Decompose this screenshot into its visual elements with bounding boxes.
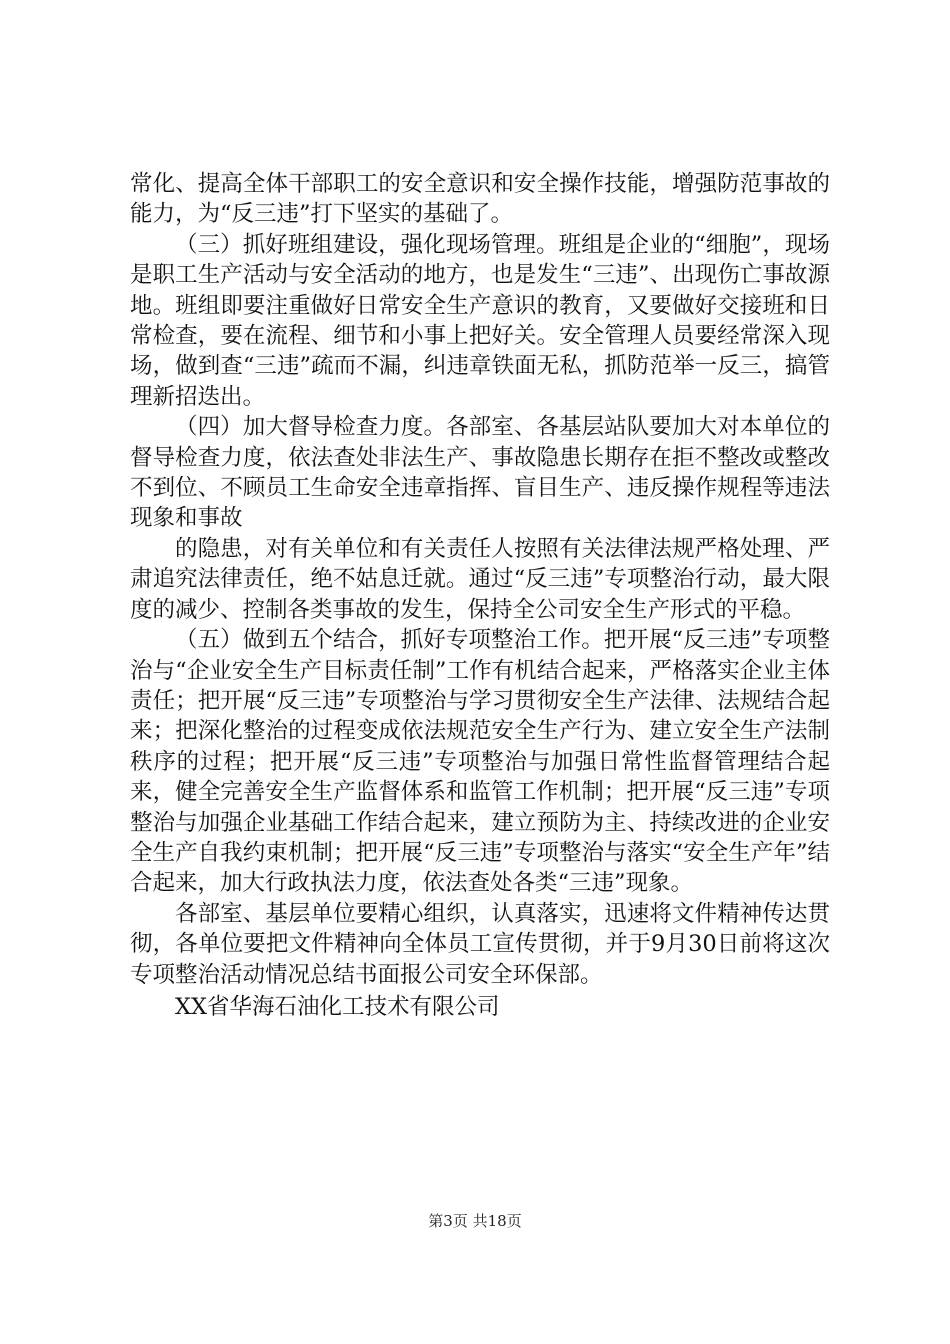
paragraph-section-four: （四）加大督导检查力度。各部室、各基层站队要加大对本单位的督导检查力度，依法查处非法生产、事故隐患长期存在拒不整改或整改不到位、不顾员工生命安全违章指挥、盲目生产、违反操作规程等违法现象和事故 [130,414,830,532]
paragraph-section-four-continued: 的隐患，对有关单位和有关责任人按照有关法律法规严格处理、严肃追究法律责任，绝不姑息迁就。通过“反三违”专项整治行动，最大限度的减少、控制各类事故的发生，保持全公司安全生产形式的平稳。 [130,535,830,623]
paragraph-section-five: （五）做到五个结合，抓好专项整治工作。把开展“反三违”专项整治与“企业安全生产目标责任制”工作有机结合起来，严格落实企业主体责任；把开展“反三违”专项整治与学习贯彻安全生产法律、法规结合起来；把深化整治的过程变成依法规范安全生产行为、建立安全生产法制秩序的过程；把开展“反三违”专项整治与加强日常性监督管理结合起来，健全完善安全生产监督体系和监管工作机制；把开展“反三违”专项整治与加强企业基础工作结合起来，建立预防为主、持续改进的企业安全生产自我约束机制；把开展“反三违”专项整治与落实“安全生产年”结合起来，加大行政执法力度，依法查处各类“三违”现象。 [130,627,830,897]
company-signature: XX省华海石油化工技术有限公司 [175,993,500,1020]
document-body [130,169,830,1022]
paragraph-continuation: 常化、提高全体干部职工的安全意识和安全操作技能，增强防范事故的能力，为“反三违”打下坚实的基础了。 [130,171,830,228]
page-number-label: 第3页 共18页 [428,1212,522,1230]
page-footer [0,1211,950,1231]
paragraph-closing-instruction: 各部室、基层单位要精心组织，认真落实，迅速将文件精神传达贯彻，各单位要把文件精神向全体员工宣传贯彻，并于9月30日前将这次专项整治活动情况总结书面报公司安全环保部。 [130,900,830,988]
paragraph-section-three: （三）抓好班组建设，强化现场管理。班组是企业的“细胞”，现场是职工生产活动与安全活动的地方，也是发生“三违”、出现伤亡事故源地。班组即要注重做好日常安全生产意识的教育，又要做好交接班和日常检查，要在流程、细节和小事上把好关。安全管理人员要经常深入现场，做到查“三违”疏而不漏，纠违章铁面无私，抓防范举一反三，搞管理新招迭出。 [130,231,830,410]
